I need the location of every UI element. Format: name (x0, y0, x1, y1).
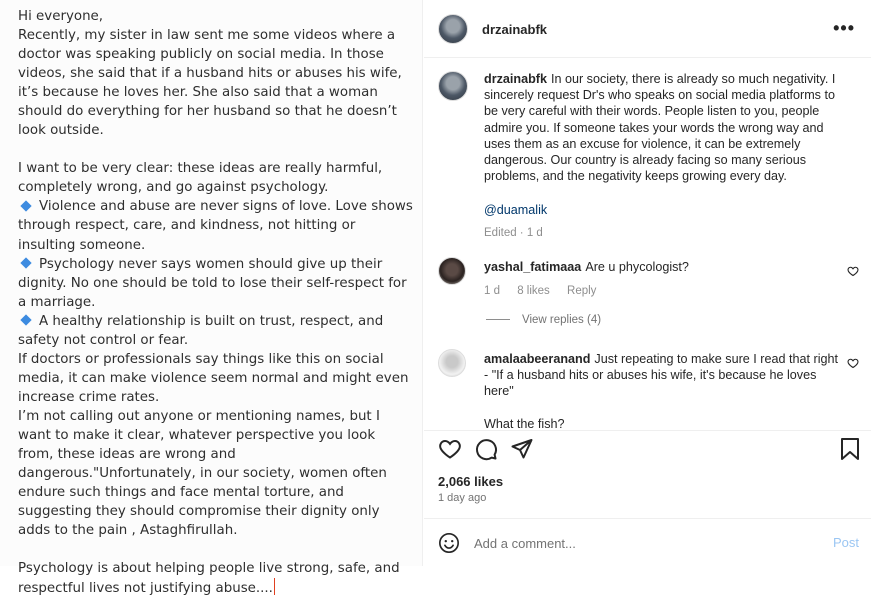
greeting: Hi everyone, (18, 9, 104, 24)
comment-text-continued: What the fish? (484, 416, 565, 431)
diamond-icon (20, 200, 31, 211)
bullet-item (18, 312, 414, 350)
save-bookmark-icon[interactable] (839, 437, 861, 461)
mention-link[interactable]: @duamalik (484, 203, 548, 218)
divider (486, 319, 510, 320)
comment-body (484, 351, 839, 432)
comment-text-block (484, 351, 839, 400)
bullet-item (18, 197, 414, 254)
comment-input[interactable] (474, 534, 804, 552)
comment-text: Are u phycologist? (585, 260, 689, 274)
avatar[interactable] (438, 349, 466, 377)
post-side-panel (424, 0, 871, 566)
diamond-icon (20, 257, 31, 268)
comment-text-block (484, 259, 839, 275)
paragraph-text: Psychology is about helping people live strong, safe, and respectful lives not justifying abuse.... (18, 561, 400, 597)
mention-line (484, 202, 839, 218)
comment-body (484, 259, 839, 299)
comment-username[interactable]: amalaabeeranand (484, 352, 591, 366)
diamond-icon (20, 315, 31, 326)
text-cursor (274, 578, 276, 595)
comment-text: Just repeating to make sure I read that right - "If a husband hits or abuses his wife, it's because he loves here" (484, 352, 839, 399)
comment-likes[interactable]: 8 likes (517, 285, 550, 298)
paragraph: I’m not calling out anyone or mentioning names, but I want to make it clear, whatever perspective you look from, these ideas are wrong and dangerous."Unfortunately, in our society, women often endure such things and face mental torture, and suggesting they should compromise their dignity only adds to the pain , Astaghfirullah. (18, 408, 387, 539)
action-bar (424, 430, 871, 466)
comments-section[interactable] (424, 59, 871, 430)
more-horizontal-icon[interactable]: ••• (833, 18, 855, 38)
likes-count[interactable]: 2,066 likes (438, 474, 504, 489)
caption-body (484, 71, 839, 241)
bullet-text: Psychology never says women should give up their dignity. No one should be told to lose their self-respect for a marriage. (18, 256, 407, 310)
comment-username[interactable]: yashal_fatimaaa (484, 260, 582, 274)
comment-bubble-icon[interactable] (474, 437, 498, 461)
comment-time: 1 d (484, 285, 500, 298)
reply-button[interactable]: Reply (567, 285, 597, 298)
caption-meta: Edited · 1 d (484, 226, 543, 239)
post-timestamp: 1 day ago (438, 492, 487, 504)
view-replies-label[interactable]: View replies (4) (522, 314, 602, 326)
avatar[interactable] (438, 71, 468, 101)
emoji-icon[interactable] (438, 532, 460, 554)
heart-icon[interactable] (847, 357, 859, 369)
like-heart-icon[interactable] (438, 437, 462, 461)
heart-icon[interactable] (847, 265, 859, 277)
caption-text: In our society, there is already so much negativity. I sincerely request Dr's who speaks on social media platforms to be very careful with their words. People listen to you, people admire you. If someone takes your words the wrong way and uses them as an excuse for violence, it can be extremely dangerous. Our country is already facing so many serious problems, and the negativity keeps growing every day. (484, 72, 836, 184)
bullet-text: Violence and abuse are never signs of love. Love shows through respect, care, and kindness, not hitting or insulting someone. (18, 199, 413, 253)
paragraph: If doctors or professionals say things like this on social media, it can make violence seem normal and might even increase crime rates. (18, 351, 409, 405)
post-image (0, 0, 423, 597)
author-username[interactable]: drzainabfk (482, 22, 548, 37)
paragraph: Recently, my sister in law sent me some videos where a doctor was speaking publicly on social media. In those videos, she said that if a husband hits or abuses his wife, it’s because he loves her. She also said that a woman should do everything for her husband so that he doesn’t look outside. (18, 28, 402, 139)
avatar[interactable] (438, 257, 466, 285)
bullet-text: A healthy relationship is built on trust, respect, and safety not control or fear. (18, 313, 384, 348)
comment-meta (484, 283, 839, 299)
bullet-item (18, 255, 414, 312)
post-header (424, 0, 871, 58)
view-replies[interactable] (486, 314, 601, 326)
avatar[interactable] (438, 14, 468, 44)
caption-text-block (484, 71, 839, 184)
caption-username[interactable]: drzainabfk (484, 72, 547, 86)
post-image-text (18, 7, 414, 598)
post-comment-button[interactable]: Post (832, 535, 859, 550)
paragraph (18, 559, 414, 598)
add-comment-bar (424, 518, 871, 566)
share-send-icon[interactable] (510, 437, 534, 461)
paragraph: I want to be very clear: these ideas are really harmful, completely wrong, and go against psychology. (18, 161, 383, 196)
